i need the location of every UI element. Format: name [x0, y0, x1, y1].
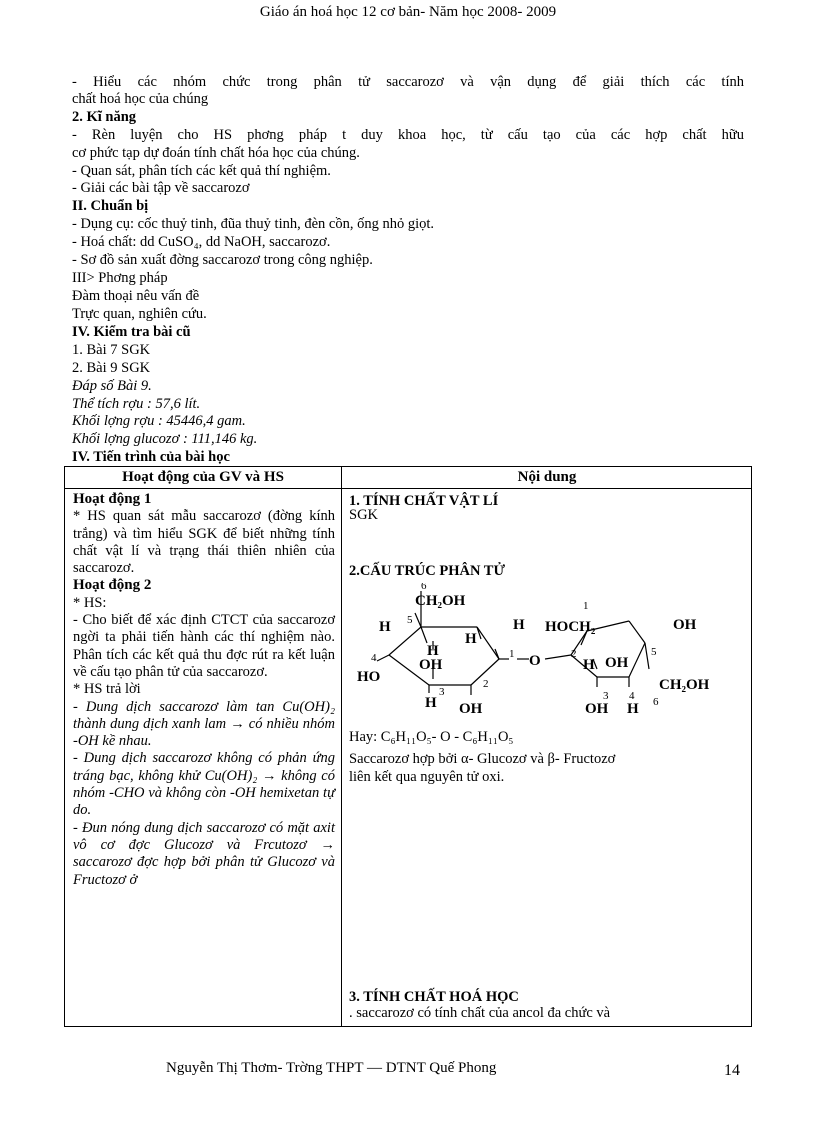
label-n2-fructose: 2	[571, 648, 577, 660]
skill-line: - Giải các bài tập về saccarozơ	[72, 180, 250, 196]
section-heading-progress: IV. Tiến trình của bài học	[72, 449, 230, 465]
method-line: Đàm thoại nêu vấn đề	[72, 288, 200, 304]
objective-line: chất hoá học của chúng	[72, 91, 209, 107]
answer-line: Thể tích rợu : 57,6 lít.	[72, 396, 201, 412]
label-h: H	[583, 657, 595, 673]
section-physical-text: SGK	[349, 507, 379, 523]
label-n3: 3	[439, 686, 445, 698]
preparation-line: - Sơ đồ sản xuất đờng saccarozơ trong công nghiệp.	[72, 252, 373, 268]
label-h: H	[427, 643, 439, 659]
activity-2-task: - Cho biết để xác định CTCT của saccarozơ ngời ta phải tiến hành các thí nghiệm nào. Phân tích các kết quả thu đợc rút ra kết luận về cấu tạo phân tử của saccarozơ.	[73, 612, 335, 680]
skill-line: - Rèn luyện cho HS phơng pháp t duy khoa học, từ cấu tạo của các hợp chất hữu	[72, 127, 744, 143]
label-n5-right: 5	[651, 646, 657, 658]
answer-item: - Đun nóng dung dịch saccarozơ có mặt axit vô cơ đợc Glucozơ và Frcutozơ → saccarozơ đợc hợp bởi phân tử Glucozơ và Fructozơ ở	[73, 819, 335, 888]
section-heading-method: III> Phơng pháp	[72, 270, 168, 286]
answer-item: - Dung dịch saccarozơ làm tan Cu(OH)₂ thành dung dịch xanh lam → có nhiều nhóm -OH kề nhau.	[73, 698, 335, 750]
label-n3-fructose: 3	[603, 690, 609, 702]
page-footer: Nguyễn Thị Thơm- Trờng THPT — DTNT Quế Phong	[166, 1060, 497, 1076]
activity-1-heading: Hoạt động 1	[73, 491, 152, 507]
preparation-line: - Hoá chất: dd CuSO₄, dd NaOH, saccarozơ.	[72, 234, 331, 250]
review-line: 1. Bài 7 SGK	[72, 342, 151, 358]
answer-line: Khối lợng rợu : 45446,4 gam.	[72, 413, 246, 429]
label-oh: OH	[585, 701, 609, 717]
section-heading-review: IV. Kiểm tra bài cũ	[72, 324, 191, 340]
label-n1: 1	[509, 648, 515, 660]
answer-heading: Đáp số Bài 9.	[72, 378, 152, 394]
label-n1-fructose: 1	[583, 600, 589, 612]
saccharose-structure-diagram	[349, 583, 749, 725]
label-n6-right: 6	[653, 696, 659, 708]
column-header-content: Nội dung	[517, 469, 577, 485]
label-h: H	[425, 695, 437, 711]
label-bridge-o: O	[529, 653, 541, 669]
label-n4: 4	[371, 652, 377, 664]
review-line: 2. Bài 9 SGK	[72, 360, 151, 376]
label-ho: HO	[357, 669, 381, 685]
activity-2-answer-label: * HS trả lời	[73, 681, 141, 698]
label-h: H	[513, 617, 525, 633]
label-oh: OH	[459, 701, 483, 717]
section-chemical-title: 3. TÍNH CHẤT HOÁ HỌC	[349, 989, 519, 1005]
page-header: Giáo án hoá học 12 cơ bản- Năm học 2008- 2009	[259, 4, 557, 20]
label-n6-top: 6	[421, 583, 427, 592]
column-divider	[341, 467, 342, 1026]
answer-item: - Dung dịch saccarozơ không có phản ứng tráng bạc, không khử Cu(OH)₂ → không có nhóm -CHO và không còn -OH hemixetan tự do.	[73, 750, 335, 819]
label-oh: OH	[605, 655, 629, 671]
method-line: Trực quan, nghiên cứu.	[72, 306, 207, 322]
label-ch2oh-top: CH₂OH	[415, 593, 466, 609]
answer-line: Khối lợng glucozơ : 111,146 kg.	[72, 431, 258, 447]
section-structure-title: 2.CẤU TRÚC PHÂN TỬ	[349, 563, 506, 579]
skill-line: - Quan sát, phân tích các kết quả thí nghiệm.	[72, 163, 331, 179]
label-n5-left: 5	[407, 614, 413, 626]
section-chemical-text: . saccarozơ có tính chất của ancol đa chức và	[349, 1005, 611, 1021]
column-header-activities: Hoạt động của GV và HS	[122, 469, 284, 485]
objective-line: - Hiểu các nhóm chức trong phân tử saccarozơ và vận dụng để giải thích các tính	[72, 74, 744, 90]
label-h: H	[379, 619, 391, 635]
label-n4-fructose: 4	[629, 690, 635, 702]
label-h: H	[465, 631, 477, 647]
section-physical-title: 1. TÍNH CHẤT VẬT LÍ	[349, 493, 499, 509]
section-heading-skills: 2. Kĩ năng	[72, 109, 137, 125]
skill-line: cơ phức tạp dự đoán tính chất hóa học của chúng.	[72, 145, 360, 161]
lesson-table	[64, 466, 752, 1027]
section-heading-preparation: II. Chuẩn bị	[72, 198, 149, 214]
activity-2-heading: Hoạt động 2	[73, 577, 152, 594]
structure-desc: liên kết qua nguyên tử oxi.	[349, 769, 505, 785]
activity-1-text: * HS quan sát mẫu saccarozơ (đờng kính trắng) và tìm hiểu SGK để biết những tính chất vật lí và trạng thái thiên nhiên của saccarozơ.	[73, 508, 335, 577]
label-hoch2: HOCH₂	[545, 619, 596, 635]
label-h: H	[627, 701, 639, 717]
label-n2: 2	[483, 678, 489, 690]
label-oh: OH	[419, 657, 443, 673]
activities-column	[73, 491, 335, 889]
page-number: 14	[724, 1062, 740, 1079]
preparation-line: - Dụng cụ: cốc thuỷ tinh, đũa thuỷ tinh, đèn cồn, ống nhỏ giọt.	[72, 216, 435, 232]
structure-formula: Hay: C₆H₁₁O₅- O - C₆H₁₁O₅	[349, 729, 514, 745]
label-oh: OH	[673, 617, 697, 633]
structure-desc: Saccarozơ hợp bởi α- Glucozơ và β- Fructozơ	[349, 751, 616, 767]
header-divider	[65, 488, 751, 489]
activity-2-hs: * HS:	[73, 594, 107, 611]
label-ch2oh-right: CH₂OH	[659, 677, 710, 693]
